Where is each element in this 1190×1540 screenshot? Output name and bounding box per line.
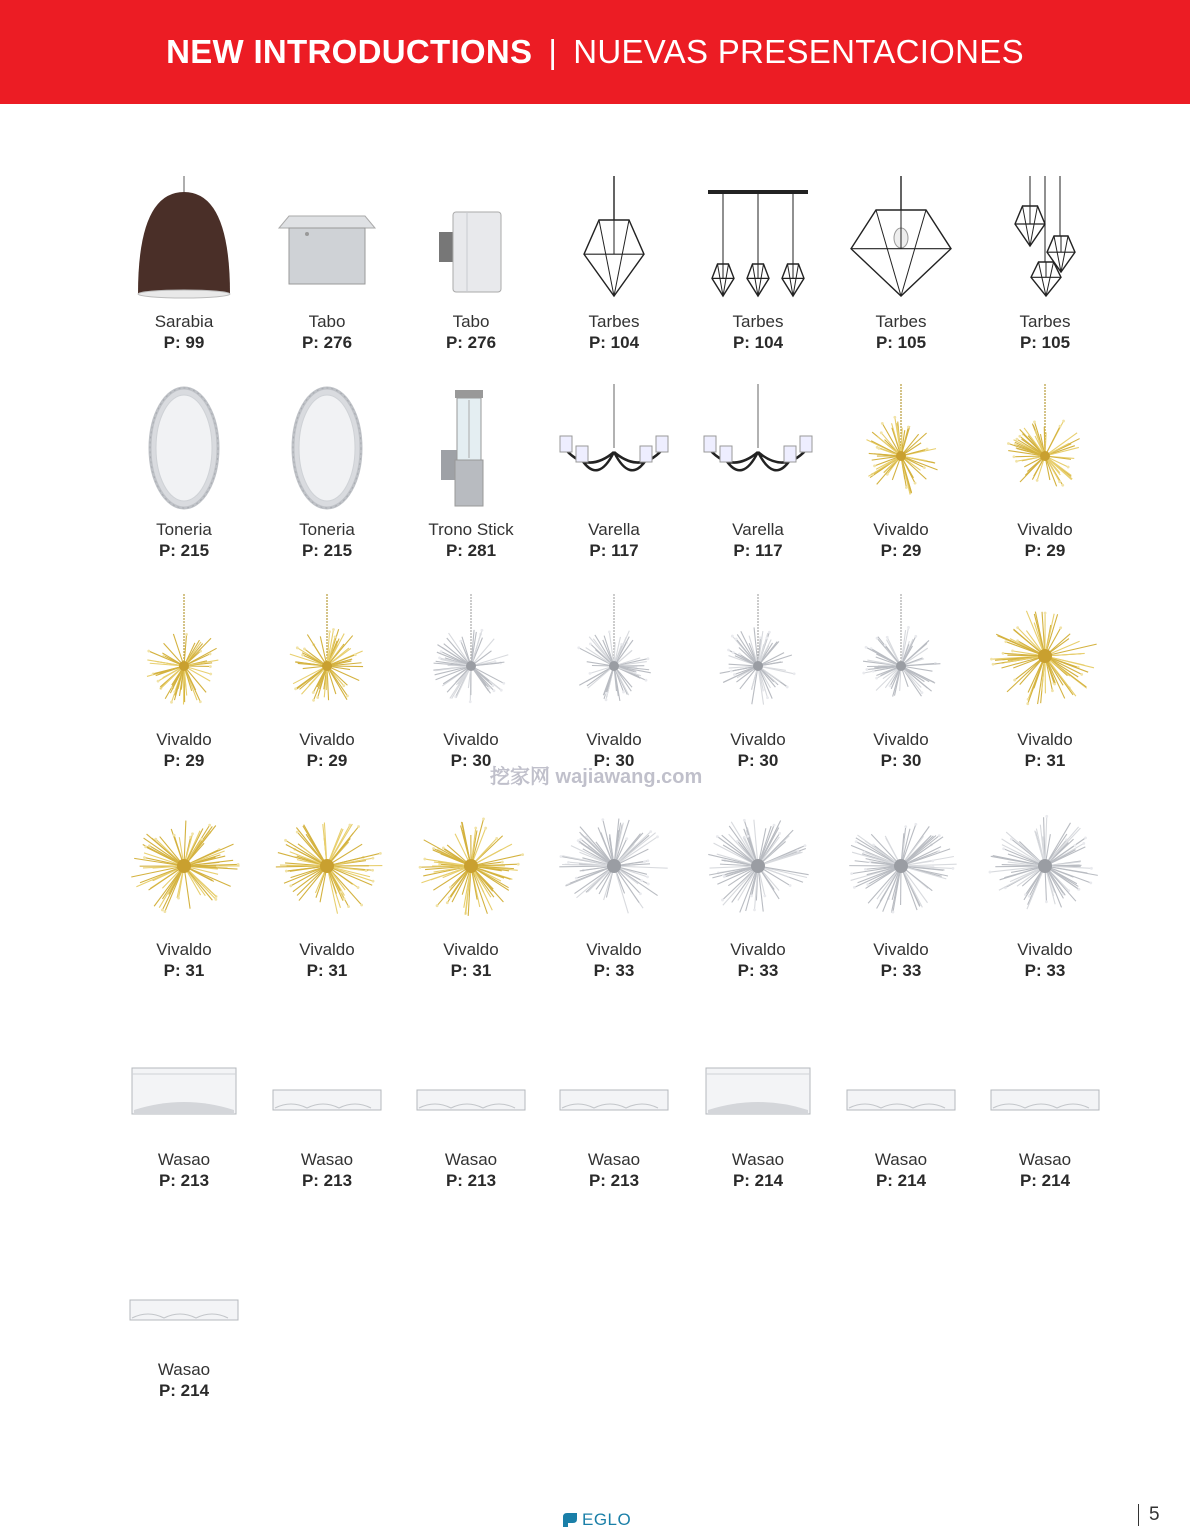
product-name: Tabo [452,312,490,331]
product-name: Wasao [587,1150,641,1169]
product-name: Vivaldo [156,730,212,749]
product-page-ref: P: 29 [163,751,205,770]
product-name: Vivaldo [443,730,499,749]
product-page-ref: P: 281 [445,541,497,560]
product-page-ref: P: 31 [1024,751,1066,770]
product-name: Wasao [157,1150,211,1169]
product-image [554,1014,674,1144]
product-page-ref: P: 30 [593,751,635,770]
product-name: Wasao [157,1360,211,1379]
wide-cage-pendant-icon [841,176,961,306]
eglo-logo [561,1509,631,1531]
product-image [124,594,244,724]
wave-flush-mount-icon [698,1014,818,1144]
product-page-ref: P: 31 [306,961,348,980]
product-page-ref: P: 215 [158,541,210,560]
silver-starburst-ceiling-icon [698,804,818,934]
product-name: Vivaldo [443,940,499,959]
product-name: Varella [588,520,640,539]
product-image [411,804,531,934]
product-image [411,1014,531,1144]
product-page-ref: P: 213 [588,1171,640,1190]
gold-starburst-ceiling-icon [267,804,387,934]
product-image [267,594,387,724]
dome-pendant-icon [124,176,244,306]
chandelier-icon [554,384,674,514]
gold-starburst-ceiling-icon [411,804,531,934]
product-name: Vivaldo [873,520,929,539]
chandelier-icon [698,384,818,514]
watermark-text: 挖家网 wajiawang.com [490,766,703,788]
product-image [124,1014,244,1144]
product-page-ref: P: 104 [732,333,784,352]
product-page-ref: P: 29 [880,541,922,560]
triple-cage-bar-pendant-icon [698,176,818,306]
product-image [267,804,387,934]
gold-starburst-ceiling-icon [985,594,1105,724]
product-image [841,176,961,306]
silver-starburst-ceiling-icon [985,804,1105,934]
product-image [411,176,531,306]
outdoor-wall-lantern-icon [411,384,531,514]
page-number: 5 [1138,1504,1160,1526]
product-page-ref: P: 30 [737,751,779,770]
product-page-ref: P: 29 [1024,541,1066,560]
product-name: Wasao [731,1150,785,1169]
header-separator: | [548,33,558,70]
product-page-ref: P: 117 [589,541,639,560]
product-name: Vivaldo [156,940,212,959]
product-page-ref: P: 215 [301,541,353,560]
product-page-ref: P: 29 [306,751,348,770]
product-name: Tarbes [588,312,640,331]
gold-starburst-pendant-icon [267,594,387,724]
silver-starburst-pendant-icon [841,594,961,724]
wave-bar-light-icon [985,1014,1105,1144]
product-name: Tarbes [732,312,784,331]
product-name: Vivaldo [1017,730,1073,749]
product-image [985,384,1105,514]
silver-starburst-pendant-icon [554,594,674,724]
product-name: Vivaldo [586,730,642,749]
product-page-ref: P: 213 [445,1171,497,1190]
gold-starburst-pendant-icon [841,384,961,514]
product-page-ref: P: 276 [445,333,497,352]
product-image [554,176,674,306]
product-page-ref: P: 31 [450,961,492,980]
product-page-ref: P: 214 [875,1171,927,1190]
product-page-ref: P: 213 [158,1171,210,1190]
product-image [841,804,961,934]
wire-cage-pendant-icon [554,176,674,306]
product-name: Toneria [299,520,355,539]
wave-bar-light-icon [124,1224,244,1354]
wave-bar-light-icon [554,1014,674,1144]
product-image [267,384,387,514]
product-image [985,804,1105,934]
product-image [841,1014,961,1144]
silver-starburst-pendant-icon [698,594,818,724]
product-name: Sarabia [154,312,214,331]
product-image [554,594,674,724]
product-image [267,1014,387,1144]
product-name: Wasao [874,1150,928,1169]
product-page-ref: P: 30 [450,751,492,770]
product-image [985,176,1105,306]
product-name: Vivaldo [1017,520,1073,539]
product-image [554,804,674,934]
header-title-es: NUEVAS PRESENTACIONES [573,33,1024,70]
eglo-logo-icon [561,1511,579,1529]
gold-starburst-ceiling-icon [124,804,244,934]
product-name: Wasao [1018,1150,1072,1169]
product-name: Toneria [156,520,212,539]
gold-starburst-pendant-icon [124,594,244,724]
product-name: Tabo [308,312,346,331]
product-name: Vivaldo [730,940,786,959]
cube-ceiling-light-icon [267,176,387,306]
cluster-cage-pendant-icon [985,176,1105,306]
product-page-ref: P: 33 [1024,961,1066,980]
product-image [698,804,818,934]
product-name: Trono Stick [428,520,514,539]
product-name: Vivaldo [586,940,642,959]
wave-bar-light-icon [267,1014,387,1144]
product-image [124,176,244,306]
wave-flush-mount-icon [124,1014,244,1144]
product-name: Vivaldo [1017,940,1073,959]
product-image [698,384,818,514]
product-image [841,594,961,724]
product-image [124,1224,244,1354]
product-image [698,176,818,306]
product-image [841,384,961,514]
product-page-ref: P: 30 [880,751,922,770]
product-image [267,176,387,306]
eglo-logo-text: EGLO [582,1510,632,1529]
product-page-ref: P: 276 [301,333,353,352]
product-image [554,384,674,514]
product-page-ref: P: 33 [880,961,922,980]
product-image [985,594,1105,724]
product-name: Vivaldo [873,940,929,959]
product-name: Vivaldo [299,940,355,959]
product-name: Tarbes [1019,312,1071,331]
product-page-ref: P: 99 [163,333,205,352]
product-image [124,384,244,514]
product-name: Wasao [300,1150,354,1169]
product-name: Vivaldo [299,730,355,749]
product-page-ref: P: 105 [1019,333,1071,352]
product-image [698,1014,818,1144]
oval-mirror-icon [267,384,387,514]
product-page-ref: P: 33 [737,961,779,980]
product-name: Varella [732,520,784,539]
product-page-ref: P: 214 [1019,1171,1071,1190]
product-image [411,384,531,514]
product-image [411,594,531,724]
product-page-ref: P: 33 [593,961,635,980]
silver-starburst-ceiling-icon [841,804,961,934]
product-page-ref: P: 213 [301,1171,353,1190]
product-page-ref: P: 104 [588,333,640,352]
gold-starburst-pendant-icon [985,384,1105,514]
product-name: Wasao [444,1150,498,1169]
product-name: Vivaldo [730,730,786,749]
product-name: Tarbes [875,312,927,331]
silver-starburst-ceiling-icon [554,804,674,934]
wave-bar-light-icon [411,1014,531,1144]
oval-mirror-icon [124,384,244,514]
product-page-ref: P: 214 [158,1381,210,1400]
product-page-ref: P: 105 [875,333,927,352]
product-image [124,804,244,934]
header-title-en: NEW INTRODUCTIONS [166,33,533,70]
product-page-ref: P: 117 [733,541,783,560]
wall-block-light-icon [411,176,531,306]
product-page-ref: P: 214 [732,1171,784,1190]
product-name: Vivaldo [873,730,929,749]
silver-starburst-pendant-icon [411,594,531,724]
product-image [985,1014,1105,1144]
wave-bar-light-icon [841,1014,961,1144]
product-image [698,594,818,724]
product-page-ref: P: 31 [163,961,205,980]
